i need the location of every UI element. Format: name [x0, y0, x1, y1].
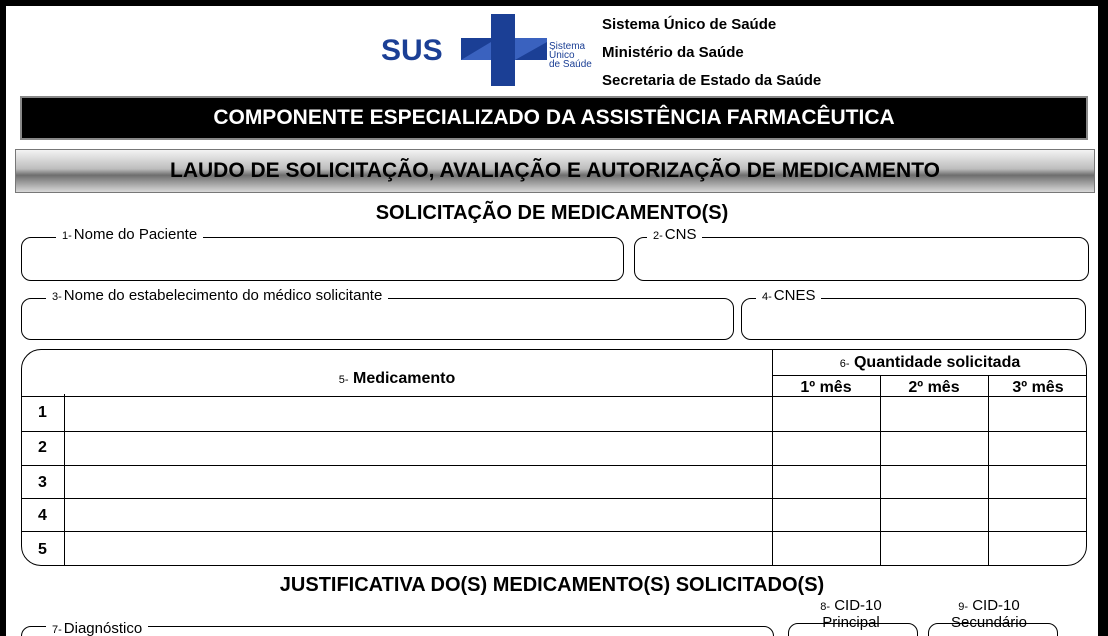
cnes-label: CNES — [773, 287, 816, 304]
org-line-secretariat: Secretaria de Estado da Saúde — [602, 72, 822, 89]
sus-logo-text: SUS — [381, 34, 443, 67]
diagnosis-label: Diagnóstico — [63, 620, 143, 636]
row-number: 2 — [38, 439, 47, 456]
cns-field[interactable]: 2- CNS — [634, 237, 1089, 281]
form-page — [6, 6, 1098, 636]
patient-name-field[interactable]: 1- Nome do Paciente — [21, 237, 624, 281]
patient-name-label: Nome do Paciente — [73, 226, 198, 243]
establishment-field[interactable]: 3- Nome do estabelecimento do médico solicitante — [21, 298, 734, 340]
quantity-header: 6- Quantidade solicitada — [839, 354, 1021, 371]
month-2-header: 2º mês — [908, 379, 960, 396]
section-title-justification: JUSTIFICATIVA DO(S) MEDICAMENTO(S) SOLICITADO(S) — [279, 574, 825, 596]
form-title: LAUDO DE SOLICITAÇÃO, AVALIAÇÃO E AUTORIZAÇÃO DE MEDICAMENTO — [15, 149, 1095, 193]
medication-table — [21, 349, 1087, 566]
sus-logo — [381, 14, 606, 94]
sus-logo-subtitle: Sistema Único de Saúde — [549, 41, 592, 70]
diagnosis-field[interactable]: 7- Diagnóstico — [21, 626, 774, 636]
month-3-header: 3º mês — [1012, 379, 1064, 396]
row-number: 3 — [38, 474, 47, 491]
cid-secundario-label: 9- CID-10 Secundário — [951, 597, 1027, 631]
cnes-field[interactable]: 4- CNES — [741, 298, 1086, 340]
row-number: 5 — [38, 541, 47, 558]
medicamento-header: 5- Medicamento — [338, 370, 456, 387]
row-number: 4 — [38, 507, 47, 524]
cid-principal-label: 8- CID-10 Principal — [820, 597, 882, 631]
org-line-ministry: Ministério da Saúde — [602, 44, 744, 61]
row-number: 1 — [38, 404, 47, 421]
section-title-request: SOLICITAÇÃO DE MEDICAMENTO(S) — [375, 202, 729, 224]
month-1-header: 1º mês — [800, 379, 852, 396]
banner-title: COMPONENTE ESPECIALIZADO DA ASSISTÊNCIA FARMACÊUTICA — [20, 96, 1088, 140]
cns-label: CNS — [664, 226, 697, 243]
establishment-label: Nome do estabelecimento do médico solicitante — [63, 287, 383, 304]
sus-cross-icon — [459, 14, 549, 86]
org-line-sus: Sistema Único de Saúde — [602, 16, 777, 33]
